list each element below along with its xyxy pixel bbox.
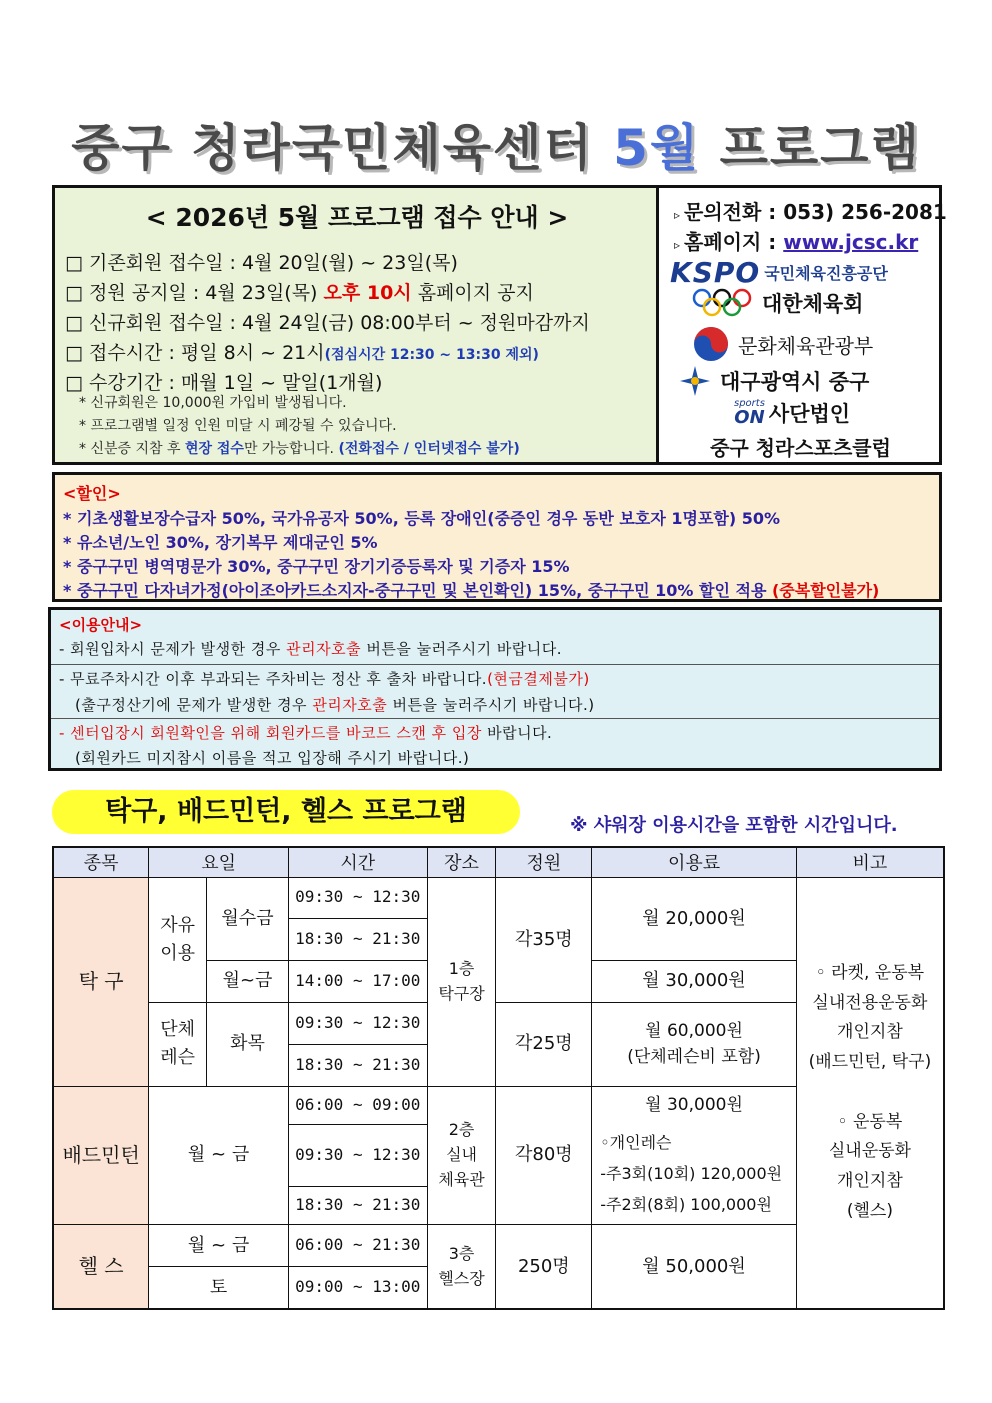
time-slot: 09:30 ~ 12:30 (288, 1002, 427, 1044)
discount-line: * 유소년/노인 30%, 장기복무 제대군인 5% (63, 533, 378, 552)
header-fee: 이용료 (592, 847, 797, 877)
time-slot: 09:00 ~ 13:00 (288, 1267, 427, 1309)
discount-heading: <할인> (63, 484, 121, 503)
days-monfri: 월~금 (207, 960, 289, 1002)
time-slot: 18:30 ~ 21:30 (288, 918, 427, 960)
usage-heading: <이용안내> (59, 616, 143, 634)
homepage-link[interactable]: www.jcsc.kr (783, 230, 919, 254)
contact-panel (662, 188, 947, 462)
header-sport: 종목 (53, 847, 149, 877)
header-days: 요일 (149, 847, 289, 877)
days-tuethu: 화목 (207, 1002, 289, 1086)
table-header-row (53, 847, 944, 877)
district-emblem-icon (678, 364, 712, 398)
capacity: 각25명 (496, 1002, 592, 1086)
usage-divider (51, 718, 939, 719)
days-fitness-weekday: 월 ~ 금 (149, 1225, 289, 1267)
sports-on-logo: sports ON 사단법인 (734, 398, 851, 428)
notice-heading: < 2026년 5월 프로그램 접수 안내 > (145, 203, 569, 232)
fee: 월 30,000원 (592, 1086, 797, 1124)
usage-guide (48, 607, 942, 771)
sport-table-tennis: 탁 구 (53, 877, 149, 1086)
fee: 월 30,000원 (592, 960, 797, 1002)
table-row (53, 877, 944, 918)
kspo-logo: KSPO 국민체육진흥공단 (670, 256, 888, 289)
capacity: 각35명 (496, 877, 592, 1002)
place-badminton: 2층 실내 체육관 (427, 1086, 496, 1225)
sport-badminton: 배드민턴 (53, 1086, 149, 1225)
fee: 월 60,000원 (단체레슨비 포함) (592, 1002, 797, 1086)
triangle-icon: ▹ (674, 208, 681, 222)
time-slot: 09:30 ~ 12:30 (288, 1124, 427, 1187)
page-title: 중구 청라국민체육센터 5월 프로그램 (71, 119, 921, 177)
notice-note-fee: * 신규회원은 10,000원 가입비 발생됩니다. (79, 395, 347, 411)
usage-line: - 센터입장시 회원확인을 위해 회원카드를 바코드 스캔 후 입장 바랍니다. (59, 724, 553, 742)
notice-new: □ 신규회원 접수일 : 4월 24일(금) 08:00부터 ~ 정원마감까지 (65, 312, 590, 334)
usage-divider (51, 664, 939, 665)
sport-fitness: 헬 스 (53, 1225, 149, 1309)
usage-line: (회원카드 미지참시 이름을 적고 입장해 주시기 바랍니다.) (75, 749, 470, 767)
usage-line: (출구정산기에 문제가 발생한 경우 관리자호출 버튼을 눌러주시기 바랍니다.) (75, 696, 595, 714)
registration-notice (52, 185, 947, 465)
program-schedule-table (52, 846, 945, 1310)
time-slot: 06:00 ~ 21:30 (288, 1225, 427, 1267)
phone-line: ▹ 문의전화 : 053) 256-2081 (674, 200, 947, 224)
remark: ◦ 라켓, 운동복 실내전용운동화 개인지참 (배드민턴, 탁구) ◦ 운동복 실내운동화 개인지참 (헬스) (796, 877, 944, 1309)
days-free-use: 자유 이용 (149, 877, 207, 1002)
fee: -주2회(8회) 100,000원 (592, 1187, 797, 1225)
notice-period: □ 수강기간 : 매월 1일 ~ 말일(1개월) (65, 372, 383, 394)
district-logo: 대구광역시 중구 (678, 364, 869, 398)
korea-sport-logo: 대한체육회 (690, 288, 863, 318)
club-name: 중구 청라스포츠클럽 (710, 436, 891, 460)
triangle-icon: ▹ (674, 238, 681, 252)
header-remark: 비고 (796, 847, 944, 877)
place-table-tennis: 1층 탁구장 (427, 877, 496, 1086)
taegeuk-icon (692, 325, 730, 363)
fee: 월 20,000원 (592, 877, 797, 960)
header-capacity: 정원 (496, 847, 592, 877)
ministry-logo: 문화체육관광부 (692, 325, 873, 363)
notice-note-onsite: * 신분증 지참 후 현장 접수만 가능합니다. (전화접수 / 인터넷접수 불가) (79, 441, 520, 457)
discount-line: * 기초생활보장수급자 50%, 국가유공자 50%, 등록 장애인(중증인 경우 동반 보호자 1명포함) 50% (63, 509, 781, 528)
header-place: 장소 (427, 847, 496, 877)
time-slot: 18:30 ~ 21:30 (288, 1187, 427, 1225)
days-fitness-saturday: 토 (149, 1267, 289, 1309)
notice-left-panel (55, 188, 659, 462)
program-section-title: 탁구, 배드민턴, 헬스 프로그램 (52, 790, 520, 834)
time-slot: 14:00 ~ 17:00 (288, 960, 427, 1002)
place-fitness: 3층 헬스장 (427, 1225, 496, 1309)
header-time: 시간 (288, 847, 427, 877)
title-month: 5월 (613, 119, 701, 177)
homepage-line: ▹ 홈페이지 : www.jcsc.kr (674, 230, 919, 254)
fee: 월 50,000원 (592, 1225, 797, 1309)
days-badminton: 월 ~ 금 (149, 1086, 289, 1225)
time-slot: 18:30 ~ 21:30 (288, 1044, 427, 1086)
notice-note-cancel: * 프로그램별 일정 인원 미달 시 폐강될 수 있습니다. (79, 418, 397, 434)
discount-box (52, 472, 942, 602)
fee: ◦개인레슨 (592, 1124, 797, 1162)
discount-line: * 중구구민 다자녀가정(아이조아카드소지자-중구구민 및 본인확인) 15%, 중구구민 10% 할인 적용 (중복할인불가) (63, 581, 880, 600)
notice-announce: □ 정원 공지일 : 4월 23일(목) 오후 10시 홈페이지 공지 (65, 282, 534, 304)
notice-hours: □ 접수시간 : 평일 8시 ~ 21시(점심시간 12:30 ~ 13:30 제외) (65, 342, 539, 364)
capacity: 250명 (496, 1225, 592, 1309)
discount-line: * 중구구민 병역명문가 30%, 중구구민 장기기증등록자 및 기증자 15% (63, 557, 570, 576)
shower-note: ※ 샤워장 이용시간을 포함한 시간입니다. (570, 815, 898, 836)
olympic-rings-icon (690, 288, 754, 318)
notice-existing: □ 기존회원 접수일 : 4월 20일(월) ~ 23일(목) (65, 252, 458, 274)
time-slot: 06:00 ~ 09:00 (288, 1086, 427, 1124)
usage-line: - 무료주차시간 이후 부과되는 주차비는 정산 후 출차 바랍니다.(현금결제불가) (59, 670, 590, 688)
days-monwedfri: 월수금 (207, 877, 289, 960)
time-slot: 09:30 ~ 12:30 (288, 877, 427, 918)
fee: -주3회(10회) 120,000원 (592, 1162, 797, 1187)
usage-line: - 회원입차시 문제가 발생한 경우 관리자호출 버튼을 눌러주시기 바랍니다. (59, 640, 563, 658)
days-group-lesson: 단체 레슨 (149, 1002, 207, 1086)
capacity: 각80명 (496, 1086, 592, 1225)
